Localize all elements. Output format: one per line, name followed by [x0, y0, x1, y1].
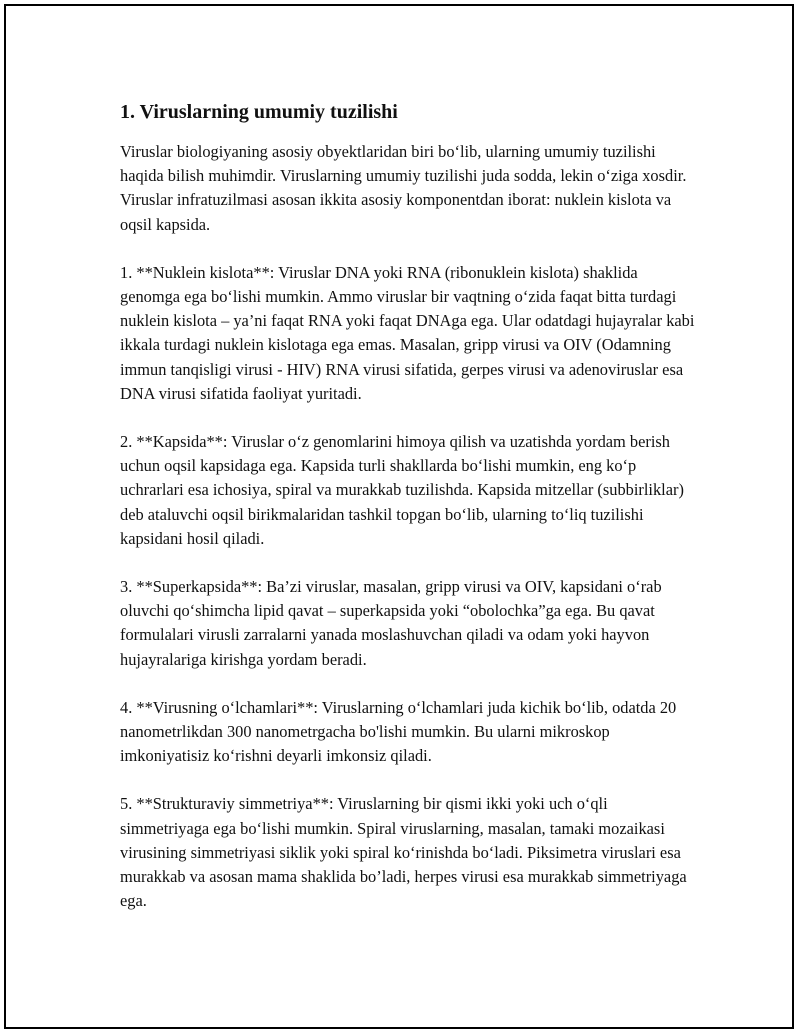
paragraph-intro: Viruslar biologiyaning asosiy obyektlaridan biri boʻlib, ularning umumiy tuzilishi haqida bilish muhimdir. Viruslarning umumiy tuzilishi juda sodda, lekin oʻziga xosdir. Viruslar infratuzilmasi asosan ikkita asosiy komponentdan iborat: nuklein kislota va oqsil kapsida.: [120, 142, 687, 234]
paragraph-superkapsida: 3. **Superkapsida**: Ba’zi viruslar, masalan, gripp virusi va OIV, kapsidani oʻrab oluvchi qoʻshimcha lipid qavat – superkapsida yoki “obolochka”ga ega. Bu qavat formulalari virusli zarralarni yanada moslashuvchan qiladi va odam yoki hayvon hujayralariga kirishga yordam beradi.: [120, 577, 662, 669]
paragraph-simmetriya: 5. **Strukturaviy simmetriya**: Viruslarning bir qismi ikki yoki uch oʻqli simmetriyaga ega boʻlishi mumkin. Spiral viruslarning, masalan, tamaki mozaikasi virusining simmetriyasi siklik yoki spiral koʻrinishda boʻladi. Piksimetra viruslari esa murakkab va asosan mama shaklida bo’ladi, herpes virusi esa murakkab simmetriyaga ega.: [120, 794, 687, 911]
paragraph-nuklein-kislota: 1. **Nuklein kislota**: Viruslar DNA yoki RNA (ribonuklein kislota) shaklida genomga ega boʻlishi mumkin. Ammo viruslar bir vaqtning oʻzida faqat bitta turdagi nuklein kislota – ya’ni faqat RNA yoki faqat DNAga ega. Ular odatdagi hujayralar kabi ikkala turdagi nuklein kislotaga ega emas. Masalan, gripp virusi va OIV (Odamning immun tanqisligi virusi - HIV) RNA virusi sifatida, gerpes virusi va adenoviruslar esa DNA virusi sifatida faoliyat yuritadi.: [120, 262, 695, 403]
document-body: [120, 98, 700, 937]
section-title: 1. Viruslarning umumiy tuzilishi: [120, 101, 398, 123]
document-page: [4, 4, 794, 1029]
paragraph-olchamlari: 4. **Virusning oʻlchamlari**: Viruslarning oʻlchamlari juda kichik boʻlib, odatda 20 nanometrlikdan 300 nanometrgacha bo'lishi mumkin. Bu ularni mikroskop imkoniyatisiz koʻrishni deyarli imkonsiz qiladi.: [120, 697, 677, 766]
paragraph-kapsida: 2. **Kapsida**: Viruslar oʻz genomlarini himoya qilish va uzatishda yordam berish uchun oqsil kapsidaga ega. Kapsida turli shakllarda boʻlishi mumkin, eng koʻp uchrarlari esa ichosiya, spiral va murakkab tuzilishda. Kapsida mitzellar (subbirliklar) deb ataluvchi oqsil birikmalaridan tashkil topgan boʻlib, ularning toʻliq tuzilishi kapsidani hosil qiladi.: [120, 432, 684, 548]
